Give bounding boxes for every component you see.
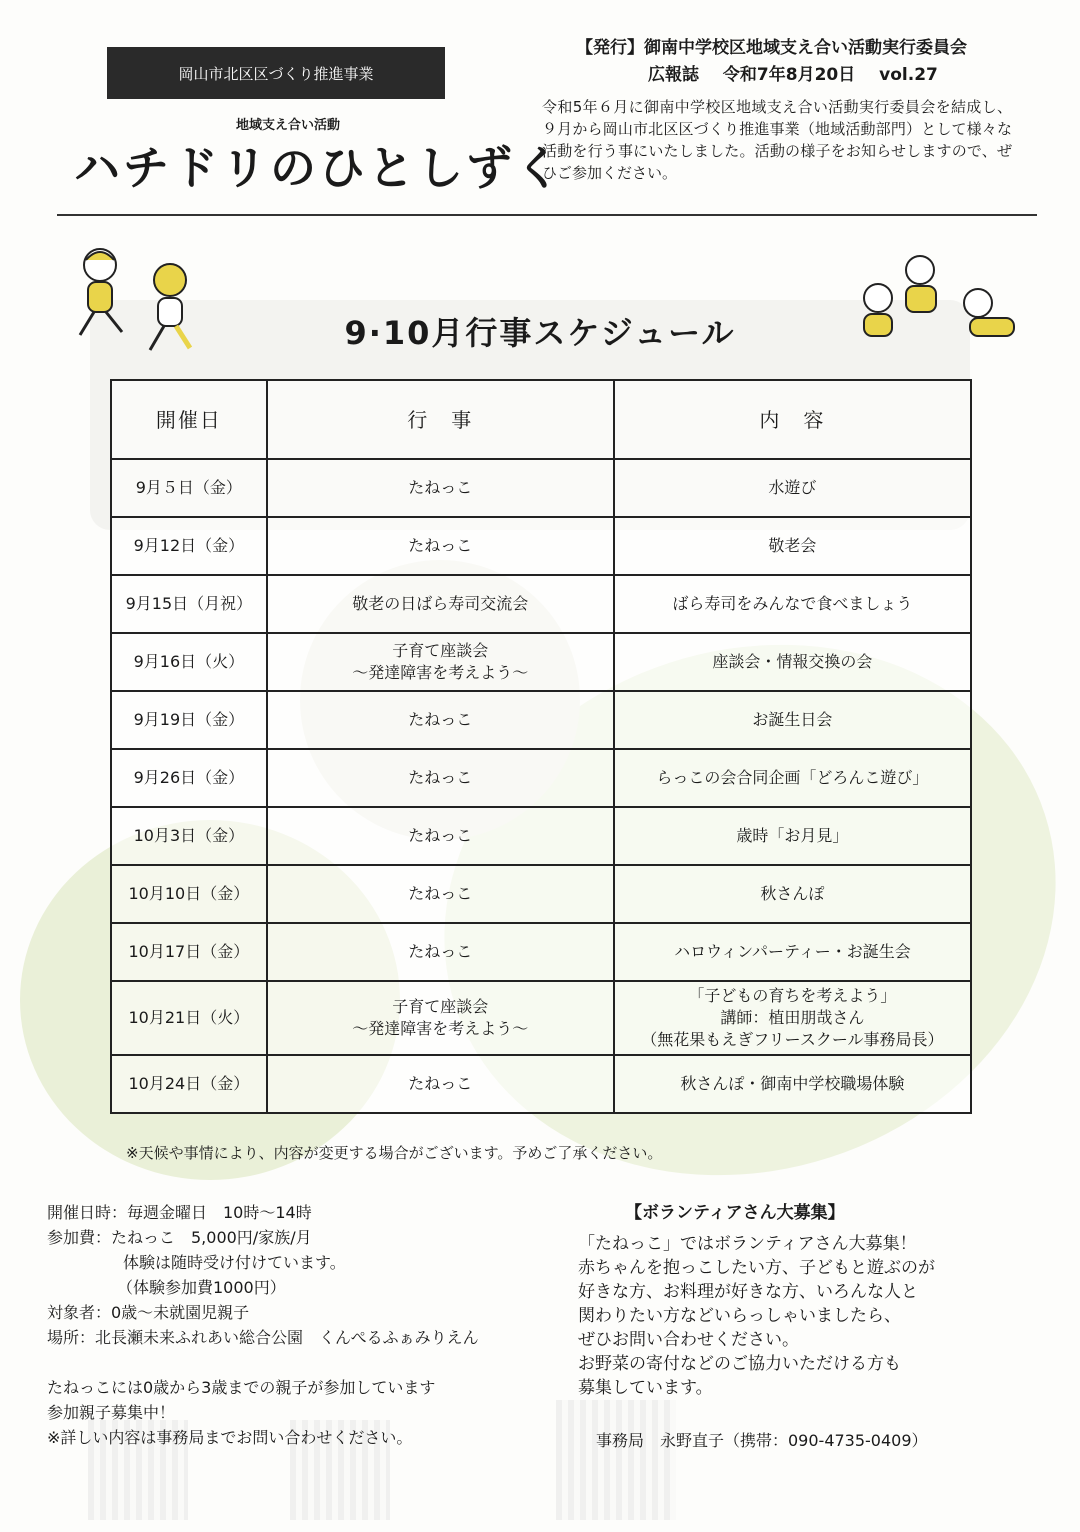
row-event: たねっこ — [267, 749, 614, 807]
info-place: 場所：北長瀬未来ふれあい総合公園 くんぺるふぁみりえん — [47, 1328, 479, 1347]
column-header-content: 内 容 — [614, 380, 971, 459]
volunteer-line: 赤ちゃんを抱っこしたい方、子どもと遊ぶのが — [578, 1258, 935, 1278]
volunteer-line: 好きな方、お料理が好きな方、いろんな人と — [578, 1282, 918, 1302]
issue-vol: vol.27 — [879, 65, 938, 85]
info-fee: 参加費：たねっこ 5,000円/家族/月 — [47, 1228, 312, 1247]
row-date: 9月５日（金） — [111, 459, 267, 517]
row-content: らっこの会合同企画「どろんこ遊び」 — [614, 749, 971, 807]
table-row — [111, 1055, 971, 1113]
info-note: たねっこには0歳から3歳までの親子が参加しています — [47, 1378, 436, 1397]
volunteer-line: 「たねっこ」ではボランティアさん大募集！ — [578, 1234, 917, 1254]
schedule-table — [110, 379, 972, 1114]
project-badge: 岡山市北区区づくり推進事業 — [107, 47, 445, 99]
table-row — [111, 517, 971, 575]
row-content: 敬老会 — [614, 517, 971, 575]
table-row — [111, 807, 971, 865]
row-content: 秋さんぽ・御南中学校職場体験 — [614, 1055, 971, 1113]
info-trial: 体験は随時受け付けています。 — [123, 1253, 346, 1272]
volunteer-line: ぜひお問い合わせください。 — [578, 1330, 799, 1350]
content-line: 講師：植田朋哉さん — [720, 1008, 865, 1027]
row-event: たねっこ — [267, 459, 614, 517]
row-content: 座談会・情報交換の会 — [614, 633, 971, 691]
title-subtitle: 地域支え合い活動 — [236, 118, 341, 133]
info-target: 対象者：0歳～未就園児親子 — [47, 1303, 250, 1322]
schedule-title: 9·10月行事スケジュール — [344, 314, 736, 352]
volunteer-line: 関わりたい方などいらっしゃいましたら、 — [578, 1306, 901, 1326]
table-row — [111, 923, 971, 981]
event-line: 子育て座談会 — [392, 641, 489, 660]
row-event — [267, 981, 614, 1055]
info-datetime: 開催日時：毎週金曜日 10時～14時 — [47, 1203, 312, 1222]
volunteer-line: 募集しています。 — [578, 1378, 713, 1398]
row-date: 9月12日（金） — [111, 517, 267, 575]
publisher: 【発行】御南中学校区地域支え合い活動実行委員会 — [576, 38, 967, 58]
volunteer-line: お野菜の寄付などのご協力いただける方も — [578, 1354, 901, 1374]
row-date: 9月26日（金） — [111, 749, 267, 807]
info-note: 参加親子募集中！ — [47, 1403, 176, 1422]
row-event: 敬老の日ばら寿司交流会 — [267, 575, 614, 633]
row-date: 10月24日（金） — [111, 1055, 267, 1113]
column-header-date: 開催日 — [111, 380, 267, 459]
table-row — [111, 981, 971, 1055]
event-info — [47, 1200, 479, 1450]
row-date: 9月15日（月祝） — [111, 575, 267, 633]
row-date: 9月16日（火） — [111, 633, 267, 691]
office-contact: 事務局 永野直子（携帯：090-4735-0409） — [596, 1431, 928, 1450]
row-content: 歳時「お月見」 — [614, 807, 971, 865]
schedule-note: ※天候や事情により、内容が変更する場合がございます。予めご了承ください。 — [126, 1144, 663, 1162]
row-date: 10月10日（金） — [111, 865, 267, 923]
event-line: ～発達障害を考えよう～ — [352, 1019, 529, 1038]
spacer — [47, 1350, 479, 1375]
row-content: ばら寿司をみんなで食べましょう — [614, 575, 971, 633]
row-event — [267, 633, 614, 691]
event-line: ～発達障害を考えよう～ — [352, 663, 529, 682]
column-header-event: 行 事 — [267, 380, 614, 459]
row-content: 水遊び — [614, 459, 971, 517]
intro-text: 令和5年６月に御南中学校区地域支え合い活動実行委員会を結成し、９月から岡山市北区区づくり推進事業（地域活動部門）として様々な活動を行う事にいたしました。活動の様子をお知らせしますので、ぜひご参加ください。 — [542, 98, 1012, 182]
row-date: 10月21日（火） — [111, 981, 267, 1055]
table-row — [111, 749, 971, 807]
table-row — [111, 575, 971, 633]
row-content — [614, 981, 971, 1055]
issue-date: 令和7年8月20日 — [722, 65, 856, 85]
volunteer-body — [578, 1232, 935, 1400]
header-divider — [57, 214, 1037, 216]
content-line: （無花果もえぎフリースクール事務局長） — [641, 1030, 944, 1049]
row-event: たねっこ — [267, 807, 614, 865]
event-line: 子育て座談会 — [392, 997, 489, 1016]
row-content: お誕生日会 — [614, 691, 971, 749]
row-content: ハロウィンパーティー・お誕生会 — [614, 923, 971, 981]
newsletter-title: ハチドリのひとしずく — [74, 141, 564, 195]
table-row — [111, 865, 971, 923]
volunteer-title: 【ボランティアさん大募集】 — [625, 1203, 845, 1223]
info-note: ※詳しい内容は事務局までお問い合わせください。 — [47, 1428, 413, 1447]
content-line: 「子どもの育ちを考えよう」 — [688, 986, 897, 1005]
row-event: たねっこ — [267, 923, 614, 981]
row-event: たねっこ — [267, 1055, 614, 1113]
row-date: 9月19日（金） — [111, 691, 267, 749]
row-event: たねっこ — [267, 517, 614, 575]
row-event: たねっこ — [267, 865, 614, 923]
table-header-row — [111, 380, 971, 459]
faded-qr-code — [556, 1400, 676, 1520]
issue-info — [648, 60, 956, 85]
row-event: たねっこ — [267, 691, 614, 749]
table-row — [111, 459, 971, 517]
row-date: 10月3日（金） — [111, 807, 267, 865]
info-trial-fee: （体験参加費1000円） — [117, 1278, 286, 1297]
row-date: 10月17日（金） — [111, 923, 267, 981]
row-content: 秋さんぽ — [614, 865, 971, 923]
table-row — [111, 633, 971, 691]
issue-type: 広報誌 — [648, 65, 699, 85]
table-row — [111, 691, 971, 749]
